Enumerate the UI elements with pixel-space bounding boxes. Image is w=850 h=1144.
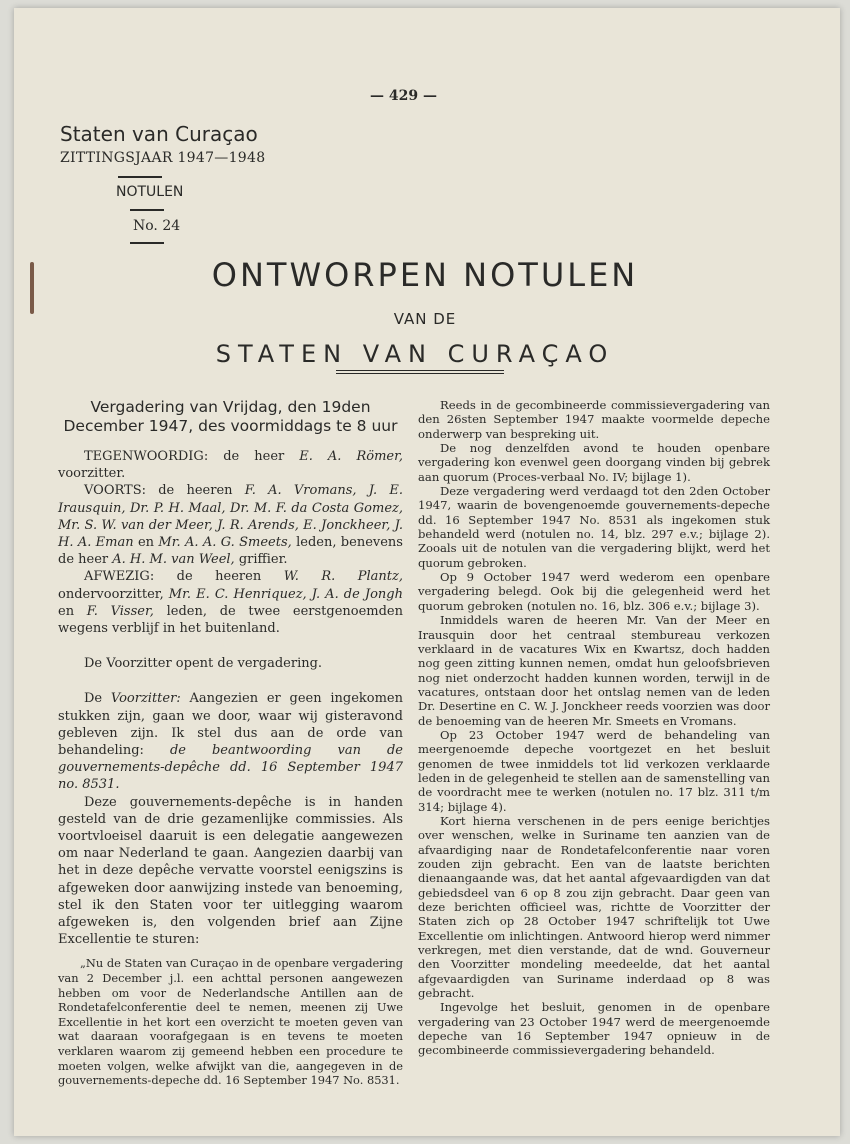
text-span: De bbox=[84, 691, 111, 707]
opening-paragraph: De Voorzitter opent de vergadering. bbox=[84, 656, 323, 672]
letter-quote: „Nu de Staten van Curaçao in de openbare vergadering van 2 December j.l. een achttal personen aangewezen hebben om voor de Nederlandsche Antillen aan de Rondetafelconferentie deel te nemen, meenen zij Uwe Excellentie in het kort een overzicht te moeten geven van wat daaraan voorafgegaan is en tevens te moeten verklaren waarom zij gemeend hebben een procedure te moeten volgen, welke afwijkt van die, aangegeven in de gouvernements-depeche dd. 16 September 1947 No. 8531. bbox=[58, 956, 403, 1088]
body-paragraph: Ingevolge het besluit, genomen in de openbare vergadering van 23 October 1947 werd de meergenoemde depeche van 16 September 1947 opnieuw in de gecombineerde commissievergadering behandeld. bbox=[418, 1000, 770, 1058]
title-underline bbox=[336, 373, 504, 374]
member-names: W. R. Plantz, bbox=[283, 569, 404, 585]
member-names: F. A. Vromans, J. E. Irausquin, Dr. P. H. Maal, Dr. M. F. da Costa Gomez, Mr. S. W. van der Meer, J. R. Arends, E. Jonckheer, J. H. A. Eman bbox=[58, 483, 403, 551]
body-paragraph: Reeds in de gecombineerde commissievergadering van den 26sten September 1947 maakte voormelde depeche onderwerp van bespreking uit. bbox=[418, 398, 770, 441]
body-paragraph: De nog denzelfden avond te houden openbare vergadering kon evenwel geen doorgang vinden bij gebrek aan quorum (Proces-verbaal No. IV; bijlage 1). bbox=[418, 441, 770, 484]
clerk-name: A. H. M. van Weel, bbox=[112, 552, 235, 568]
text-span: leden, de twee eerstgenoemden wegens verblijf in het buitenland. bbox=[58, 603, 403, 637]
body-paragraph: Op 9 October 1947 werd wederom een openbare vergadering belegd. Ook bij die gelegenheid werd het quorum gebroken (notulen no. 16, blz. 306 e.v.; bijlage 3). bbox=[418, 570, 770, 613]
text-span: de heeren bbox=[154, 569, 284, 585]
speaker-name: Voorzitter: bbox=[110, 691, 181, 707]
text-span: leden, benevens de heer bbox=[58, 535, 403, 568]
header-session: ZITTINGSJAAR 1947—1948 bbox=[60, 150, 266, 166]
text-span: en bbox=[58, 603, 87, 619]
body-paragraph: Inmiddels waren de heeren Mr. Van der Meer en Irausquin door het centraal stembureau verkozen verklaard in de vacatures Wix en Kwartsz, doch hadden nog geen zitting kunnen nemen, omdat hun geloofsbrieven nog niet onderzocht hadden kunnen worden, terwijl in de vacatures, ontstaan door het ontslag nemen van de leden Dr. Desertine en C. W. J. Jonckheer reeds voorzien was door de benoeming van de heeren Mr. Smeets en Vromans. bbox=[418, 613, 770, 728]
left-column bbox=[58, 398, 403, 1088]
absent-paragraph bbox=[58, 568, 403, 637]
header-title: Staten van Curaçao bbox=[60, 122, 258, 146]
body-paragraph: Op 23 October 1947 werd de behandeling van meergenoemde depeche voortgezet en het besluit genomen de twee inmiddels tot lid verkozen verklaarde leden in de gelegenheid te stellen aan de samenstelling van de voordracht mee te werken (notulen no. 17 blz. 311 t/m 314; bijlage 4). bbox=[418, 727, 770, 814]
agenda-item: de beantwoording van de gouvernements-depêche dd. 16 September 1947 no. 8531. bbox=[58, 743, 403, 793]
also-label: VOORTS: bbox=[84, 483, 146, 499]
header-rule bbox=[130, 242, 164, 244]
body-paragraph: Kort hierna verschenen in de pers eenige berichtjes over wenschen, welke in Suriname ten aanzien van de afvaardiging naar de Rondetafelconferentie naar voren zouden zijn gebracht. Een van de laatste berichten dienaangaande was, dat het aantal afgevaardigden van dat gebiedsdeel van 6 op 8 zou zijn gebracht. Daar geen van deze berichten officieel was, richtte de Voorzitter der Staten zich op 28 October 1947 schriftelijk tot Uwe Excellentie om inlichtingen. Antwoord hierop werd nimmer verkregen, met dien verstande, dat de wnd. Gouverneur den Voorzitter mondeling meedeelde, dat het aantal afgevaardigden van Suriname inderdaad op 8 was gebracht. bbox=[418, 813, 770, 1001]
header-rule bbox=[130, 209, 164, 211]
document-subtitle: VAN DE bbox=[393, 310, 457, 328]
right-column bbox=[418, 398, 770, 1058]
header-rule bbox=[118, 176, 162, 178]
page-number: — 429 — bbox=[370, 88, 437, 104]
text-span: ondervoorzitter, bbox=[58, 586, 169, 602]
chair-speech-paragraph bbox=[58, 690, 403, 793]
member-names: Mr. A. A. G. Smeets, bbox=[158, 535, 292, 551]
present-label: TEGENWOORDIG: bbox=[84, 449, 209, 464]
body-paragraph: Deze gouvernements-depêche is in handen gesteld van de drie gezamenlijke commissies. Als voortvloeisel daaruit is een delegatie aangewezen om naar Nederland te gaan. Aangezien daarbij van het in deze depêche vervatte voorstel eenigszins is afgeweken door aanwijzing instede van benoeming, stel ik den Staten voor ter uitlegging waarom afgeweken is, den volgenden brief aan Zijne Excellentie te sturen: bbox=[58, 794, 403, 948]
document-body-title: STATEN VAN CURAÇAO bbox=[215, 340, 615, 368]
text-span: de heer bbox=[208, 449, 300, 464]
text-span: griffier. bbox=[234, 552, 288, 568]
title-underline bbox=[336, 370, 504, 371]
text-span: voorzitter. bbox=[58, 466, 126, 482]
chair-name: E. A. Römer, bbox=[299, 449, 404, 464]
document-title: ONTWORPEN NOTULEN bbox=[211, 256, 639, 294]
meeting-heading: Vergadering van Vrijdag, den 19den December 1947, des voormiddags te 8 uur bbox=[63, 398, 398, 435]
present-paragraph bbox=[58, 448, 403, 482]
text-span: en bbox=[133, 535, 159, 551]
header-section: NOTULEN bbox=[116, 184, 184, 200]
text-span: Aangezien er geen ingekomen stukken zijn, gaan we door, waar wij gisteravond gebleven zijn. Ik stel dus aan de orde van behandeling: bbox=[58, 691, 404, 759]
header-number: No. 24 bbox=[133, 218, 181, 234]
absent-label: AFWEZIG: bbox=[84, 569, 155, 585]
also-present-paragraph bbox=[58, 482, 403, 568]
body-paragraph: Deze vergadering werd verdaagd tot den 2den October 1947, waarin de bovengenoemde gouvernements-depeche dd. 16 September 1947 No. 8531 als ingekomen stuk behandeld werd (notulen no. 14, blz. 297 e.v.; bijlage 2). Zooals uit de notulen van die vergadering blijkt, werd het quorum gebroken. bbox=[418, 484, 770, 570]
member-names: Mr. E. C. Henriquez, J. A. de Jongh bbox=[168, 586, 403, 602]
member-names: F. Visser, bbox=[86, 603, 154, 619]
text-span: de heeren bbox=[146, 483, 245, 499]
